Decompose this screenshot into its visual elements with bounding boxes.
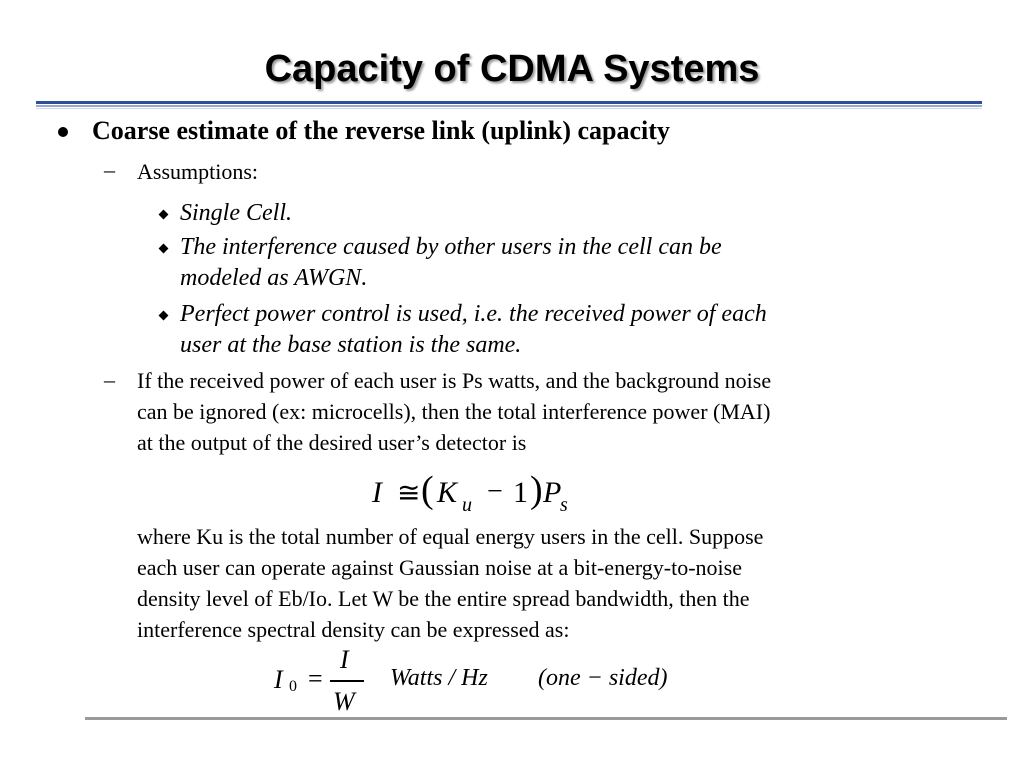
assumption-single-cell: Single Cell. (180, 200, 292, 226)
assumption-power-line2: user at the base station is the same. (180, 332, 522, 358)
slide-title: Capacity of CDMA Systems (264, 48, 760, 90)
para2-line4: interference spectral density can be expressed as: (137, 617, 570, 642)
assumptions-label: Assumptions: (137, 159, 259, 184)
eq1-minus: − (487, 476, 503, 507)
diamond-bullet (159, 244, 169, 254)
title-underline (36, 101, 982, 104)
para2-line1: where Ku is the total number of equal energy users in the cell. Suppose (137, 524, 764, 549)
assumption-awgn-line1: The interference caused by other users in the cell can be (180, 234, 722, 260)
eq2-sub-0: 0 (289, 678, 297, 695)
eq2-denominator: W (333, 687, 355, 716)
eq1-K: K (437, 476, 458, 509)
eq2-units: Watts / Hz (390, 665, 488, 691)
footer-rule (85, 717, 1007, 720)
title-underline-fade (36, 108, 982, 109)
eq1-lparen: ( (421, 469, 434, 511)
para1-line1: If the received power of each user is Ps watts, and the background noise (137, 368, 772, 393)
para1-line2: can be ignored (ex: microcells), then the total interference power (MAI) (137, 399, 771, 424)
eq1-one: 1 (513, 476, 528, 509)
eq1-P: P (543, 476, 562, 509)
bullet-heading: Coarse estimate of the reverse link (uplink) capacity (92, 116, 670, 145)
eq1-sub-u: u (462, 494, 472, 516)
eq2-equals: = (308, 664, 323, 693)
dash-marker: – (104, 157, 115, 182)
para2-line3: density level of Eb/Io. Let W be the entire spread bandwidth, then the (137, 586, 750, 611)
title-underline-shadow (36, 105, 982, 107)
assumption-awgn-line2: modeled as AWGN. (180, 265, 368, 291)
para2-line2: each user can operate against Gaussian noise at a bit-energy-to-noise (137, 555, 742, 580)
eq1-I: I (372, 476, 382, 509)
eq2-I: I (274, 665, 283, 694)
dash-marker: – (104, 367, 115, 392)
eq2-numerator: I (340, 645, 349, 674)
bullet-dot (58, 127, 68, 137)
eq2-one-sided: (one − sided) (538, 665, 668, 691)
diamond-bullet (159, 210, 169, 220)
eq2-fraction-bar (330, 680, 364, 682)
assumption-power-line1: Perfect power control is used, i.e. the received power of each (180, 301, 767, 327)
eq1-approx: ≅ (397, 478, 421, 509)
diamond-bullet (159, 311, 169, 321)
eq1-rparen: ) (530, 469, 543, 511)
para1-line3: at the output of the desired user’s detector is (137, 430, 527, 455)
eq1-sub-s: s (560, 494, 568, 516)
